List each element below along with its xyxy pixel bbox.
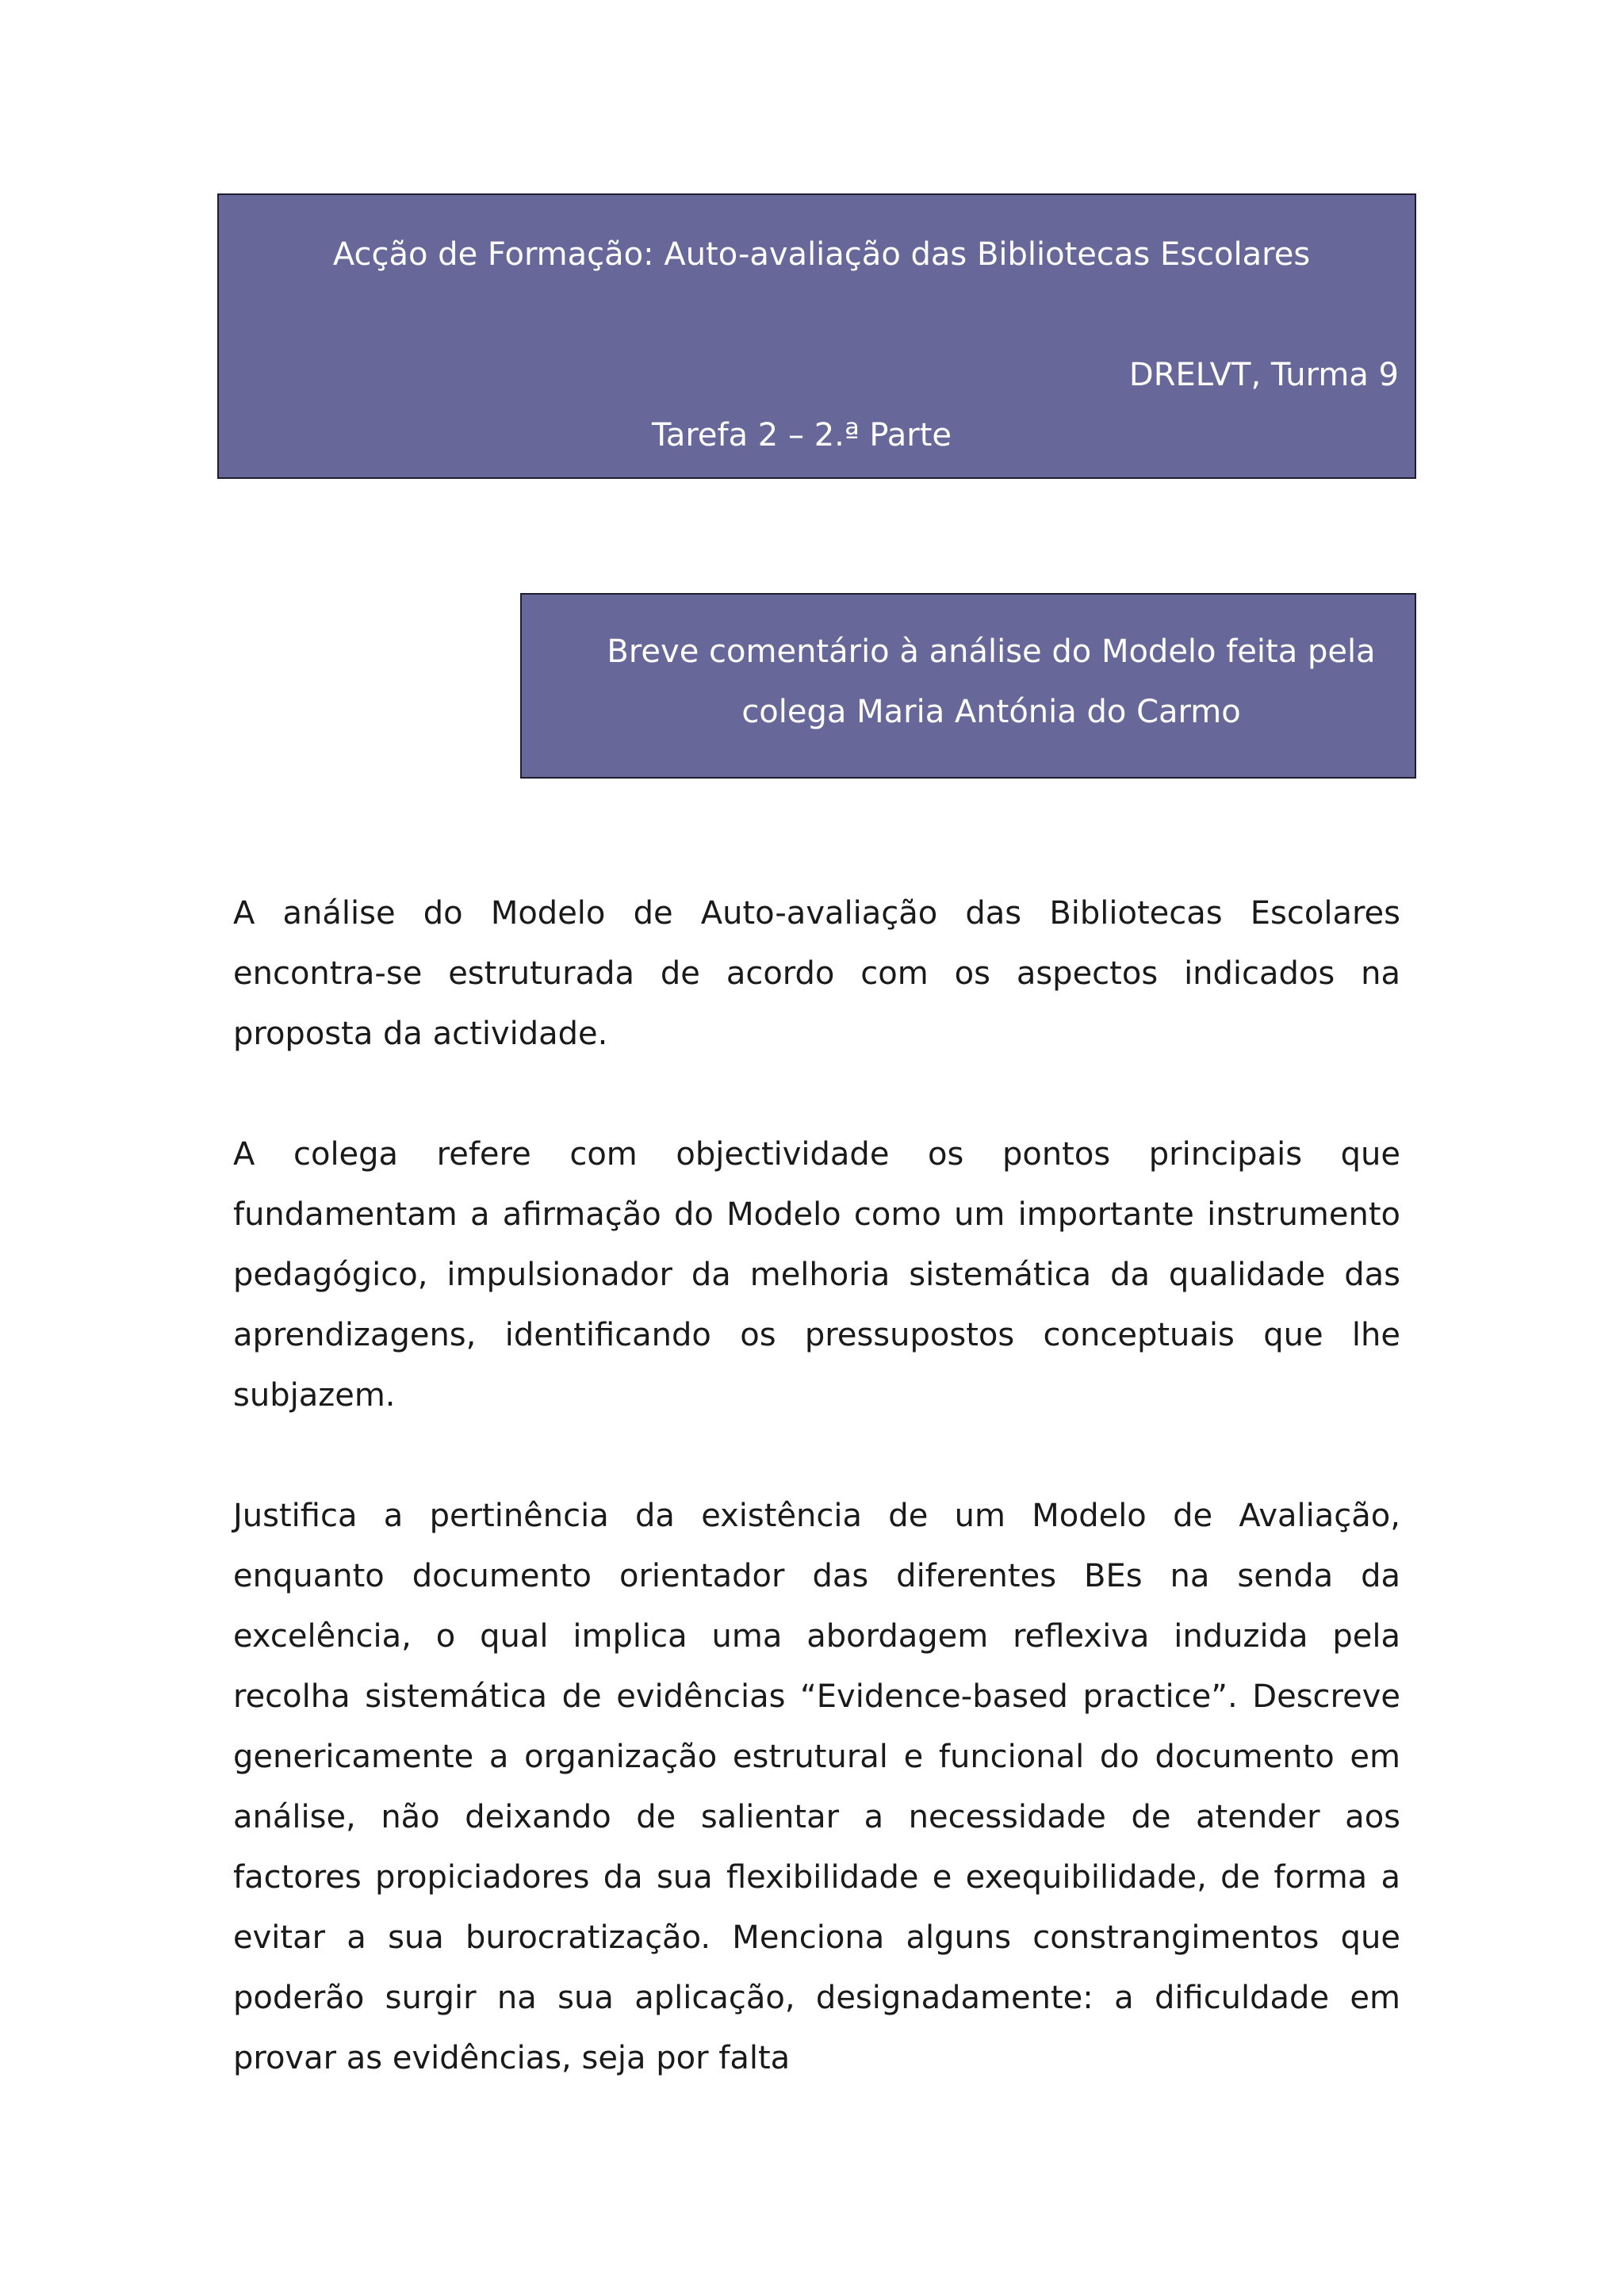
group-label: DRELVT, Turma 9	[1128, 357, 1399, 393]
paragraph-1: A análise do Modelo de Auto-avaliação das Bibliotecas Escolares encontra-se estruturada de acordo com os aspectos indicados na proposta da actividade.	[233, 895, 1400, 1052]
comment-title-box	[520, 593, 1416, 779]
paragraph-2: A colega refere com objectividade os pontos principais que fundamentam a afirmação do Modelo como um importante instrumento pedagógico, impulsionador da melhoria sistemática da qualidade das aprendizagens, identificando os pressupostos conceptuais que lhe subjazem.	[233, 1136, 1400, 1414]
header-box	[217, 193, 1416, 479]
course-title: Acção de Formação: Auto-avaliação das Bibliotecas Escolares	[332, 236, 1311, 273]
paragraph-3: Justifica a pertinência da existência de um Modelo de Avaliação, enquanto documento orientador das diferentes BEs na senda da excelência, o qual implica uma abordagem reflexiva induzida pela recolha sistemática de evidências “Evidence-based practice”. Descreve genericamente a organização estrutural e funcional do documento em análise, não deixando de salientar a necessidade de atender aos factores propiciadores da sua flexibilidade e exequibilidade, de forma a evitar a sua burocratização. Menciona alguns constrangimentos que poderão surgir na sua aplicação, designadamente: a dificuldade em provar as evidências, seja por falta	[233, 1498, 1400, 2076]
task-label: Tarefa 2 – 2.ª Parte	[652, 417, 952, 453]
document-body	[233, 883, 1400, 2088]
comment-title: Breve comentário à análise do Modelo feita pela colega Maria Antónia do Carmo	[607, 633, 1376, 730]
